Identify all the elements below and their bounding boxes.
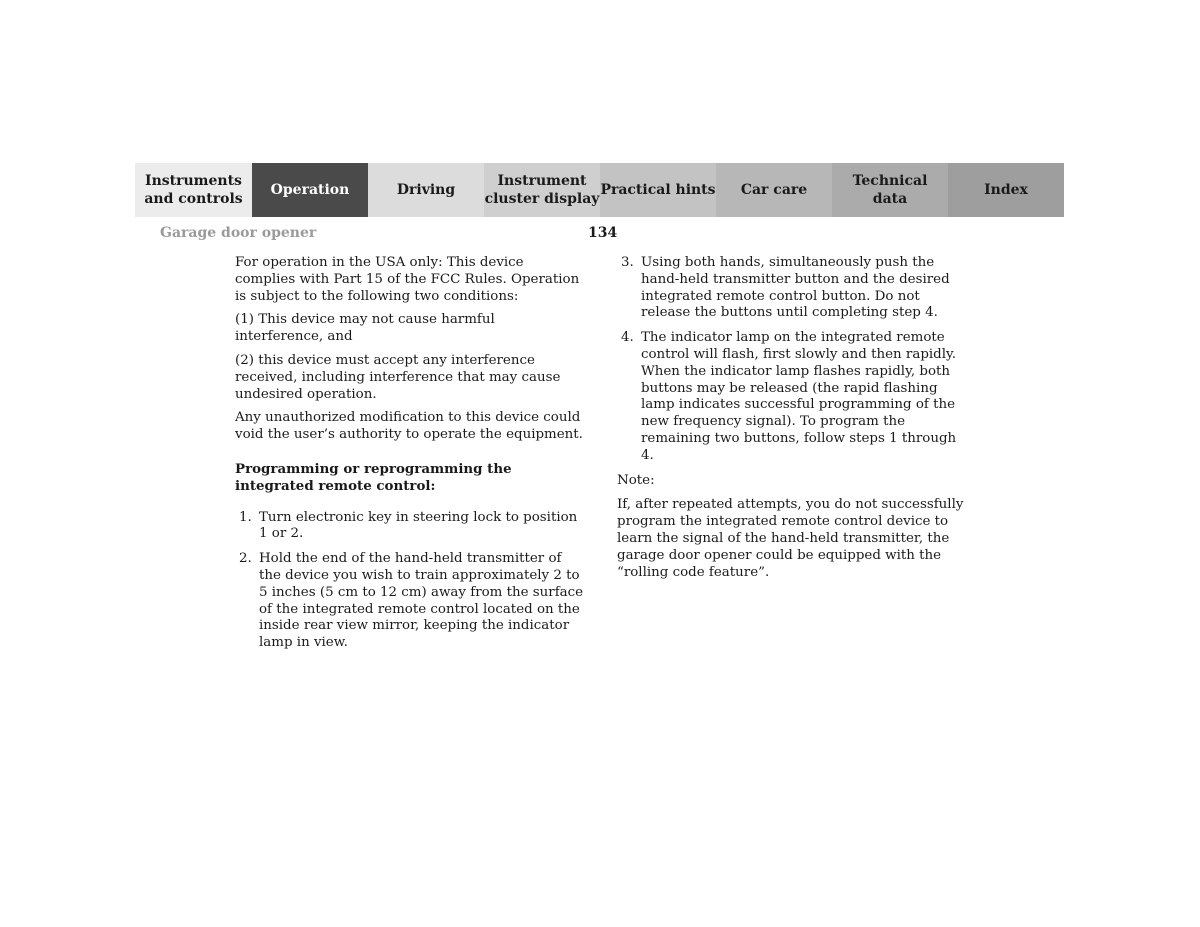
tab-index[interactable]: [948, 163, 1064, 217]
right-column: [617, 255, 967, 588]
note-text: If, after repeated attempts, you do not successfully program the integrated remote control device to learn the signal of the hand-held transmitter, the garage door opener could be equipped with the “rolling code feature”.: [617, 497, 964, 580]
note-label: Note:: [617, 472, 655, 488]
fcc-condition-2: (2) this device must accept any interference received, including interference that may cause undesired operation.: [235, 352, 561, 402]
fcc-condition-1: (1) This device may not cause harmful interference, and: [235, 312, 495, 345]
step-item: [617, 255, 967, 322]
step-text: Hold the end of the hand-held transmitter of the device you wish to train approximately 2 to 5 inches (5 cm to 12 cm) away from the surface of the integrated remote control located on the inside rear view mirror, keeping the indicator lamp in view.: [259, 551, 584, 651]
step-item: [235, 551, 587, 652]
step-number: 1.: [239, 509, 252, 525]
tab-label: Driving: [396, 182, 456, 198]
tab-technical-data[interactable]: [832, 163, 948, 217]
tab-label: Car care: [740, 182, 808, 198]
tab-label: Technical data: [852, 173, 928, 207]
step-text: The indicator lamp on the integrated remote control will flash, first slowly and then rapidly. When the indicator lamp flashes rapidly, both buttons may be released (the rapid flashing lamp indicates successful programming of the new frequency signal). To program the remaining two buttons, follow steps 1 through 4.: [641, 330, 957, 463]
section-title: Garage door opener: [160, 225, 317, 241]
chapter-tab-bar: [135, 163, 1064, 217]
tab-instruments-and-controls[interactable]: [135, 163, 252, 217]
tab-driving[interactable]: [368, 163, 484, 217]
tab-practical-hints[interactable]: [600, 163, 716, 217]
tab-car-care[interactable]: [716, 163, 832, 217]
tab-label: Operation: [270, 182, 350, 198]
step-text: Turn electronic key in steering lock to position 1 or 2.: [259, 509, 578, 542]
step-number: 2.: [239, 551, 252, 567]
programming-steps-list-continued: [617, 255, 967, 465]
tab-operation[interactable]: [252, 163, 368, 217]
tab-label: Instruments and controls: [144, 173, 243, 207]
fcc-intro-paragraph: For operation in the USA only: This device complies with Part 15 of the FCC Rules. Operation is subject to the following two conditions:: [235, 255, 580, 304]
programming-steps-list: [235, 510, 587, 652]
programming-heading: Programming or reprogramming the integrated remote control:: [235, 460, 512, 494]
page-number: 134: [588, 225, 618, 241]
tab-label: Index: [984, 182, 1028, 198]
left-column: [235, 255, 587, 660]
step-item: [617, 330, 967, 464]
step-number: 4.: [621, 330, 634, 346]
step-item: [235, 510, 587, 544]
tab-label: Instrument cluster display: [484, 173, 600, 207]
step-text: Using both hands, simultaneously push the hand-held transmitter button and the desired integrated remote control button. Do not release the buttons until completing step 4.: [641, 255, 950, 321]
tab-instrument-cluster-display[interactable]: [484, 163, 600, 217]
tab-label: Practical hints: [600, 182, 716, 198]
modification-warning: Any unauthorized modification to this device could void the user’s authority to operate the equipment.: [235, 410, 583, 443]
step-number: 3.: [621, 255, 634, 270]
